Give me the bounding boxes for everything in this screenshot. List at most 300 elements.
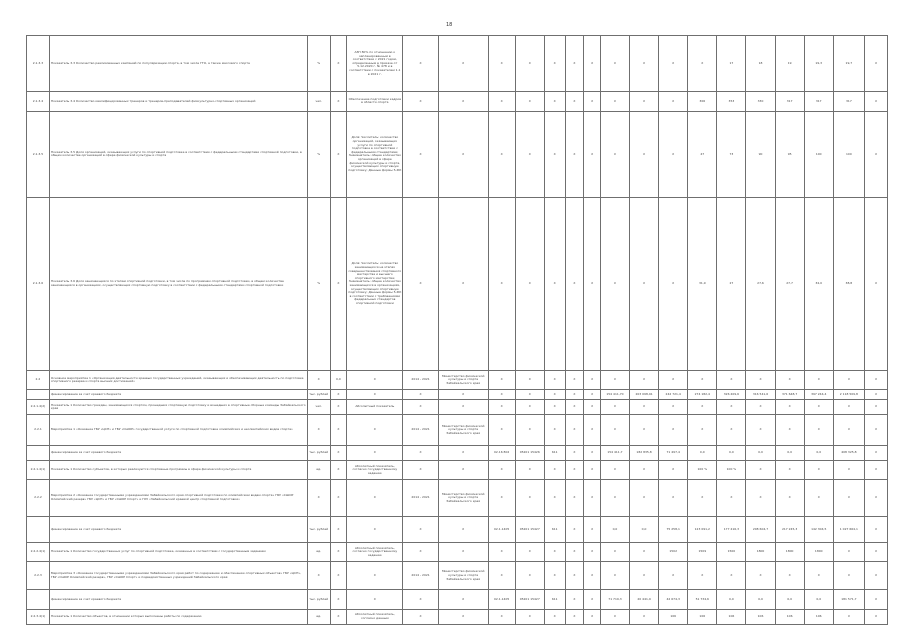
table-cell: X bbox=[403, 590, 438, 609]
table-cell: X bbox=[347, 445, 403, 460]
table-cell: X bbox=[403, 460, 438, 479]
table-cell: 19 bbox=[775, 36, 804, 92]
table-cell: 106 bbox=[717, 609, 746, 624]
table-cell: X bbox=[864, 609, 887, 624]
table-cell: 42 674,3 bbox=[659, 590, 688, 609]
table-cell: Министерство физической культуры и спорта Забайкальского края bbox=[438, 562, 488, 590]
table-cell: X bbox=[833, 400, 864, 415]
table-cell: X bbox=[438, 460, 488, 479]
table-cell: X bbox=[515, 111, 544, 197]
table-cell: X bbox=[347, 516, 403, 542]
table-cell: X bbox=[688, 415, 717, 445]
table-cell: X bbox=[864, 92, 887, 111]
table-cell: X bbox=[833, 480, 864, 517]
table-cell: X bbox=[746, 415, 775, 445]
table-cell: 1502 bbox=[659, 542, 688, 561]
table-cell: X bbox=[864, 480, 887, 517]
table-cell: X bbox=[330, 445, 347, 460]
table-cell: X bbox=[438, 516, 488, 542]
table-cell: X bbox=[565, 111, 584, 197]
table-cell: X bbox=[746, 460, 775, 479]
table-cell: 611 bbox=[544, 516, 565, 542]
table-cell: 371 648,7 bbox=[775, 390, 804, 400]
table-cell: X bbox=[600, 400, 629, 415]
table-cell: 611 bbox=[544, 445, 565, 460]
table-cell: 0,0 bbox=[746, 590, 775, 609]
table-cell: 2014 - 2021 bbox=[403, 562, 438, 590]
table-cell: X bbox=[438, 92, 488, 111]
table-cell: 27,6 bbox=[746, 198, 775, 371]
table-cell: 17 bbox=[717, 36, 746, 92]
table-cell: X bbox=[330, 516, 347, 542]
table-cell: X bbox=[775, 400, 804, 415]
table-cell: Министерство физической культуры и спорта Забайкальского края bbox=[438, 371, 488, 390]
table-cell: 100 % bbox=[688, 460, 717, 479]
table-cell: X bbox=[630, 92, 659, 111]
table-cell: X bbox=[330, 390, 347, 400]
table-cell: 316 541,6 bbox=[746, 390, 775, 400]
table-cell: X bbox=[864, 198, 887, 371]
row-number-cell: 2.2 bbox=[27, 371, 50, 390]
table-row bbox=[27, 445, 888, 460]
table-cell: X bbox=[600, 609, 629, 624]
row-number-cell: 2.2.2.4(1) bbox=[27, 542, 50, 561]
table-cell: 18 bbox=[746, 36, 775, 92]
table-cell: X bbox=[864, 590, 887, 609]
table-cell: X bbox=[544, 609, 565, 624]
table-cell: X bbox=[600, 460, 629, 479]
table-cell: X bbox=[775, 371, 804, 390]
row-description-cell: Показатель 3.4 Количество квалифицированных тренеров и тренеров-преподавателей физкультурно-спортивных организаций bbox=[49, 92, 307, 111]
table-cell: X bbox=[864, 562, 887, 590]
table-cell: 217 245,3 bbox=[775, 516, 804, 542]
table-cell: X bbox=[864, 400, 887, 415]
table-cell: 0,0 bbox=[717, 445, 746, 460]
table-cell: X bbox=[833, 460, 864, 479]
table-row bbox=[27, 400, 888, 415]
row-number-cell: 2.2.3.4(1) bbox=[27, 609, 50, 624]
table-cell: X bbox=[630, 460, 659, 479]
table-cell: X bbox=[584, 480, 601, 517]
table-cell: X bbox=[864, 371, 887, 390]
table-cell: X bbox=[864, 516, 887, 542]
table-cell: X bbox=[565, 371, 584, 390]
row-number-cell bbox=[27, 390, 50, 400]
table-cell: X bbox=[330, 400, 347, 415]
table-cell: X bbox=[717, 480, 746, 517]
table-row bbox=[27, 92, 888, 111]
table-cell: X bbox=[600, 542, 629, 561]
table-cell: X bbox=[630, 36, 659, 92]
table-cell: тыс. рублей bbox=[307, 390, 330, 400]
table-cell: X bbox=[347, 562, 403, 590]
table-cell: X bbox=[600, 415, 629, 445]
row-number-cell: 2.2.2 bbox=[27, 480, 50, 517]
table-cell: X bbox=[804, 480, 833, 517]
table-cell: X bbox=[515, 562, 544, 590]
table-cell: 181 571,7 bbox=[833, 590, 864, 609]
table-cell: X bbox=[438, 111, 488, 197]
table-cell: 353 bbox=[717, 92, 746, 111]
table-cell: Обеспечение подготовки кадров в области спорта bbox=[347, 92, 403, 111]
table-cell: 31,9 bbox=[688, 198, 717, 371]
table-cell: X bbox=[630, 400, 659, 415]
row-description-cell: Показатель 1 Количество граждан, занимающихся спортом, прошедших спортивную подготовку и вошедших в спортивные сборные команды Забайкальского края bbox=[49, 400, 307, 415]
table-cell: 0,0 bbox=[600, 516, 629, 542]
table-cell: X bbox=[630, 111, 659, 197]
table-cell: X bbox=[630, 562, 659, 590]
table-cell: X bbox=[584, 609, 601, 624]
table-row bbox=[27, 111, 888, 197]
table-cell: Министерство физической культуры и спорта Забайкальского края bbox=[438, 480, 488, 517]
table-cell: 0,0 bbox=[630, 516, 659, 542]
table-row bbox=[27, 480, 888, 517]
table-row bbox=[27, 415, 888, 445]
table-cell: X bbox=[330, 562, 347, 590]
table-cell: 274 182,4 bbox=[688, 390, 717, 400]
table-row bbox=[27, 562, 888, 590]
table-cell: 02.1.1405 bbox=[488, 590, 515, 609]
table-cell: 106 bbox=[659, 609, 688, 624]
row-description-cell: Показатель 1 Количество государственных услуг по спортивной подготовке, оказанных в соответствии с государственным заданием bbox=[49, 542, 307, 561]
table-cell: 0,0 bbox=[330, 371, 347, 390]
table-cell: X bbox=[584, 542, 601, 561]
table-cell: X bbox=[488, 400, 515, 415]
table-row bbox=[27, 590, 888, 609]
table-cell: X bbox=[864, 415, 887, 445]
table-cell: X bbox=[659, 371, 688, 390]
row-description-cell: финансирование за счет краевого бюджета bbox=[49, 590, 307, 609]
table-cell: % bbox=[307, 111, 330, 197]
table-cell: 0,0 bbox=[746, 445, 775, 460]
table-cell: 154 411,70 bbox=[600, 390, 629, 400]
table-cell: 0,0 bbox=[688, 445, 717, 460]
table-cell: X bbox=[544, 92, 565, 111]
table-cell: X bbox=[515, 371, 544, 390]
table-cell: X bbox=[833, 562, 864, 590]
table-cell: X bbox=[330, 111, 347, 197]
table-cell: X bbox=[584, 36, 601, 92]
table-cell: X bbox=[403, 390, 438, 400]
table-cell: 90 bbox=[746, 111, 775, 197]
table-cell: X bbox=[330, 198, 347, 371]
table-cell: X bbox=[584, 198, 601, 371]
table-cell: X bbox=[307, 480, 330, 517]
table-cell: X bbox=[584, 445, 601, 460]
table-cell: X bbox=[584, 460, 601, 479]
table-cell: 0,0 bbox=[804, 445, 833, 460]
table-cell: 330 bbox=[746, 92, 775, 111]
row-number-cell: 2.2.1.4(2) bbox=[27, 400, 50, 415]
table-cell: X bbox=[717, 562, 746, 590]
table-cell: X bbox=[544, 415, 565, 445]
table-cell: 2014 - 2021 bbox=[403, 415, 438, 445]
table-cell: X bbox=[347, 480, 403, 517]
row-description-cell: Показатель 1 Количество объектов, в отношении которых выполнены работы по содержанию bbox=[49, 609, 307, 624]
table-cell: 408 325,8 bbox=[833, 445, 864, 460]
row-description-cell: финансирование за счет краевого бюджета bbox=[49, 516, 307, 542]
table-cell: 1800 bbox=[746, 542, 775, 561]
table-cell: X bbox=[864, 542, 887, 561]
table-cell: Доля: Числитель: количество организаций, оказывающих услуги по спортивной подготовке в соответствии с федеральными стандартами; Знаменатель: общее количество организаций в сфере физической культуры и спорта, осуществляющих спортивную подготовку; Данные формы 5-ФК bbox=[347, 111, 403, 197]
table-cell: X bbox=[565, 390, 584, 400]
table-cell: тыс. рублей bbox=[307, 516, 330, 542]
table-cell: X bbox=[804, 371, 833, 390]
row-number-cell: 2.1.3.3 bbox=[27, 36, 50, 92]
table-cell: X bbox=[565, 609, 584, 624]
table-cell: X bbox=[403, 516, 438, 542]
table-cell: X bbox=[600, 92, 629, 111]
table-cell: X bbox=[584, 415, 601, 445]
table-cell: X bbox=[403, 400, 438, 415]
table-cell: X bbox=[403, 111, 438, 197]
table-cell: X bbox=[403, 198, 438, 371]
table-cell: 73 bbox=[717, 111, 746, 197]
table-cell: X bbox=[600, 480, 629, 517]
table-cell: X bbox=[775, 415, 804, 445]
table-cell: X bbox=[659, 415, 688, 445]
table-cell: 2014 - 2021 bbox=[403, 371, 438, 390]
table-cell: АЗН 80% по отношению к запланированным в соответствии с 2021 годом, определенным в приказе от 5.12.2020 г. № 478 и в соответствии с показателем 1.1 в 2021 г. bbox=[347, 36, 403, 92]
table-cell: X bbox=[544, 542, 565, 561]
table-cell: X bbox=[515, 480, 544, 517]
table-cell: X bbox=[630, 198, 659, 371]
table-cell: X bbox=[804, 400, 833, 415]
table-cell: 106 bbox=[746, 609, 775, 624]
table-cell: X bbox=[488, 92, 515, 111]
table-cell: X bbox=[864, 111, 887, 197]
table-cell: X bbox=[584, 562, 601, 590]
table-cell: 1800 bbox=[775, 542, 804, 561]
table-cell: 38,8 bbox=[833, 198, 864, 371]
table-cell: X bbox=[565, 198, 584, 371]
table-cell: X bbox=[515, 36, 544, 92]
table-cell: ед. bbox=[307, 460, 330, 479]
table-cell: X bbox=[347, 415, 403, 445]
table-cell: X bbox=[600, 36, 629, 92]
table-cell: X bbox=[630, 371, 659, 390]
table-cell: X bbox=[565, 415, 584, 445]
table-row bbox=[27, 542, 888, 561]
table-row bbox=[27, 36, 888, 92]
table-cell: X bbox=[438, 390, 488, 400]
table-cell: чел. bbox=[307, 92, 330, 111]
table-cell: X bbox=[330, 609, 347, 624]
table-cell: X bbox=[488, 371, 515, 390]
table-cell: 106 bbox=[775, 609, 804, 624]
table-cell: X bbox=[515, 198, 544, 371]
table-cell: 208 604,7 bbox=[746, 516, 775, 542]
table-cell: 182 835,8 bbox=[630, 445, 659, 460]
table-cell: X bbox=[488, 390, 515, 400]
table-cell: X bbox=[630, 415, 659, 445]
table-cell: 100 bbox=[833, 111, 864, 197]
table-cell: X bbox=[488, 542, 515, 561]
table-cell: X bbox=[403, 36, 438, 92]
table-cell: X bbox=[488, 460, 515, 479]
row-number-cell: 2.2.1.4(1) bbox=[27, 460, 50, 479]
table-cell: X bbox=[746, 480, 775, 517]
table-cell: 02.1.1405 bbox=[488, 516, 515, 542]
table-cell: 19,7 bbox=[833, 36, 864, 92]
table-cell: X bbox=[544, 198, 565, 371]
table-cell: 0,0 bbox=[804, 590, 833, 609]
table-cell: 2014 - 2021 bbox=[403, 480, 438, 517]
table-cell: 317 bbox=[804, 92, 833, 111]
table-cell: 51 734,6 bbox=[688, 590, 717, 609]
table-cell: X bbox=[600, 111, 629, 197]
row-number-cell: 2.1.3.6 bbox=[27, 198, 50, 371]
table-cell: X bbox=[347, 590, 403, 609]
table-cell: X bbox=[833, 415, 864, 445]
table-cell: X bbox=[584, 516, 601, 542]
table-cell: X bbox=[746, 562, 775, 590]
row-description-cell: Мероприятие 2 «Оказание государственными учреждениями Забайкальского края спортивной подготовки по олимпийским видам спорта» ГБУ «СШОР Олимпийский резерв» ГБУ «ЦСП» и ГБУ «СШОР Спорт» и ГКУ «Забайкальский краевой центр спортивной подготовки» bbox=[49, 480, 307, 517]
table-cell: X bbox=[775, 460, 804, 479]
table-cell: ед. bbox=[307, 609, 330, 624]
table-cell: X bbox=[330, 590, 347, 609]
table-cell: X bbox=[565, 542, 584, 561]
table-cell: X bbox=[438, 198, 488, 371]
table-cell: X bbox=[330, 460, 347, 479]
table-cell: X bbox=[330, 415, 347, 445]
table-cell: X bbox=[630, 542, 659, 561]
table-cell: X bbox=[515, 460, 544, 479]
table-cell: 27,7 bbox=[775, 198, 804, 371]
table-cell: X bbox=[438, 445, 488, 460]
table-cell: 397 244,4 bbox=[804, 390, 833, 400]
table-cell: 71 497,4 bbox=[659, 445, 688, 460]
table-cell: X bbox=[330, 92, 347, 111]
table-cell: X bbox=[515, 400, 544, 415]
row-number-cell: 2.2.3 bbox=[27, 562, 50, 590]
table-cell: X bbox=[488, 480, 515, 517]
table-cell: 1500 bbox=[717, 542, 746, 561]
table-cell: 611 bbox=[544, 590, 565, 609]
table-cell: X bbox=[330, 36, 347, 92]
program-indicators-table bbox=[26, 35, 888, 625]
table-cell: X bbox=[833, 609, 864, 624]
table-cell: X bbox=[864, 445, 887, 460]
table-cell: 02.16 802 bbox=[488, 445, 515, 460]
row-description-cell: финансирование за счет краевого бюджета bbox=[49, 445, 307, 460]
table-cell: 317 bbox=[775, 92, 804, 111]
table-cell: % bbox=[307, 36, 330, 92]
table-cell: X bbox=[544, 460, 565, 479]
table-cell: 05201 15426 bbox=[515, 445, 544, 460]
table-cell: X bbox=[746, 371, 775, 390]
row-description-cell: Показатель 1 Количество субъектов, в которых реализуются спортивные программы в сфере физической культуры и спорта bbox=[49, 460, 307, 479]
row-description-cell: Мероприятие 3 «Оказание государственными учреждениями Забайкальского края работ по содержанию и обеспечению спортивных объектов» ГБУ «ЦСП», ГБУ «СШОР Олимпийский резерв», ГБУ «СШОР Спорт» и подведомственных учреждений Забайкальского края bbox=[49, 562, 307, 590]
table-cell: 100 bbox=[804, 111, 833, 197]
table-cell: X bbox=[307, 371, 330, 390]
table-cell: Абсолютный показатель, согласно данным bbox=[347, 609, 403, 624]
table-cell: X bbox=[515, 415, 544, 445]
table-cell: X bbox=[515, 542, 544, 561]
table-cell: X bbox=[746, 400, 775, 415]
table-cell: Абсолютный показатель bbox=[347, 400, 403, 415]
table-cell: X bbox=[804, 460, 833, 479]
table-row bbox=[27, 390, 888, 400]
table-cell: X bbox=[515, 609, 544, 624]
table-cell: X bbox=[584, 390, 601, 400]
table-cell: X bbox=[565, 590, 584, 609]
table-cell: X bbox=[438, 542, 488, 561]
table-cell: X bbox=[775, 480, 804, 517]
table-cell: чел. bbox=[307, 400, 330, 415]
table-cell: 71 719,3 bbox=[600, 590, 629, 609]
table-cell: X bbox=[347, 390, 403, 400]
table-cell: X bbox=[717, 400, 746, 415]
table-cell: 1800 bbox=[804, 542, 833, 561]
table-cell: X bbox=[403, 542, 438, 561]
table-row bbox=[27, 460, 888, 479]
table-cell: X bbox=[438, 36, 488, 92]
table-cell: X bbox=[688, 400, 717, 415]
table-cell: X bbox=[864, 390, 887, 400]
table-cell: 154 411,7 bbox=[600, 445, 629, 460]
table-cell: тыс. рублей bbox=[307, 445, 330, 460]
table-cell: 0,0 bbox=[775, 590, 804, 609]
row-number-cell bbox=[27, 590, 50, 609]
table-cell: X bbox=[565, 400, 584, 415]
table-cell: 47 bbox=[688, 111, 717, 197]
table-cell: 20 441,9 bbox=[630, 590, 659, 609]
table-cell: 317 bbox=[833, 92, 864, 111]
table-cell: X bbox=[833, 371, 864, 390]
table-cell: X bbox=[438, 609, 488, 624]
table-cell: X bbox=[565, 460, 584, 479]
table-cell: X bbox=[630, 609, 659, 624]
table-cell: 27 bbox=[717, 198, 746, 371]
table-cell: X bbox=[584, 590, 601, 609]
table-cell: 306 bbox=[688, 92, 717, 111]
table-cell: 100 % bbox=[717, 460, 746, 479]
table-cell: Министерство физической культуры и спорта Забайкальского края bbox=[438, 415, 488, 445]
table-cell: X bbox=[584, 400, 601, 415]
table-cell: 19,3 bbox=[804, 36, 833, 92]
table-cell: X bbox=[584, 371, 601, 390]
table-cell: X bbox=[488, 562, 515, 590]
table-cell: X bbox=[600, 562, 629, 590]
table-cell: X bbox=[659, 92, 688, 111]
table-cell: X bbox=[488, 111, 515, 197]
row-number-cell: 2.1.3.5 bbox=[27, 111, 50, 197]
table-cell: Абсолютный показатель, согласно государственному заданию bbox=[347, 542, 403, 561]
table-cell: X bbox=[804, 415, 833, 445]
table-cell: X bbox=[864, 460, 887, 479]
table-row bbox=[27, 198, 888, 371]
table-cell: X bbox=[688, 562, 717, 590]
table-cell: X bbox=[307, 562, 330, 590]
table-cell: X bbox=[488, 198, 515, 371]
table-cell: 106 bbox=[688, 609, 717, 624]
table-cell: Доля: Числитель: количество занимающихся на этапах совершенствования спортивного мастерства и высшего спортивного мастерства; Знаменатель: общее количество занимающихся в организациях, осуществляющих спортивную подготовку; Данные формы 5-ФК в соответствии с требованиями федеральных стандартов спортивной подготовки bbox=[347, 198, 403, 371]
table-cell: 242 721,4 bbox=[659, 390, 688, 400]
table-cell: X bbox=[775, 562, 804, 590]
table-cell: X bbox=[544, 400, 565, 415]
table-cell: 106 bbox=[804, 609, 833, 624]
table-cell: X bbox=[307, 415, 330, 445]
table-cell: 1 027 664,1 bbox=[833, 516, 864, 542]
row-description-cell: финансирование за счет краевого бюджета bbox=[49, 390, 307, 400]
table-cell: X bbox=[565, 445, 584, 460]
table-cell: X bbox=[864, 36, 887, 92]
row-number-cell bbox=[27, 516, 50, 542]
table-cell: X bbox=[488, 36, 515, 92]
row-description-cell: Основное мероприятие 1 «Организация деятельности краевых государственных учреждений, оказывающих и обеспечивающих деятельность по подготовке спортивного резерва и спорта высших достижений» bbox=[49, 371, 307, 390]
table-cell: X bbox=[403, 609, 438, 624]
